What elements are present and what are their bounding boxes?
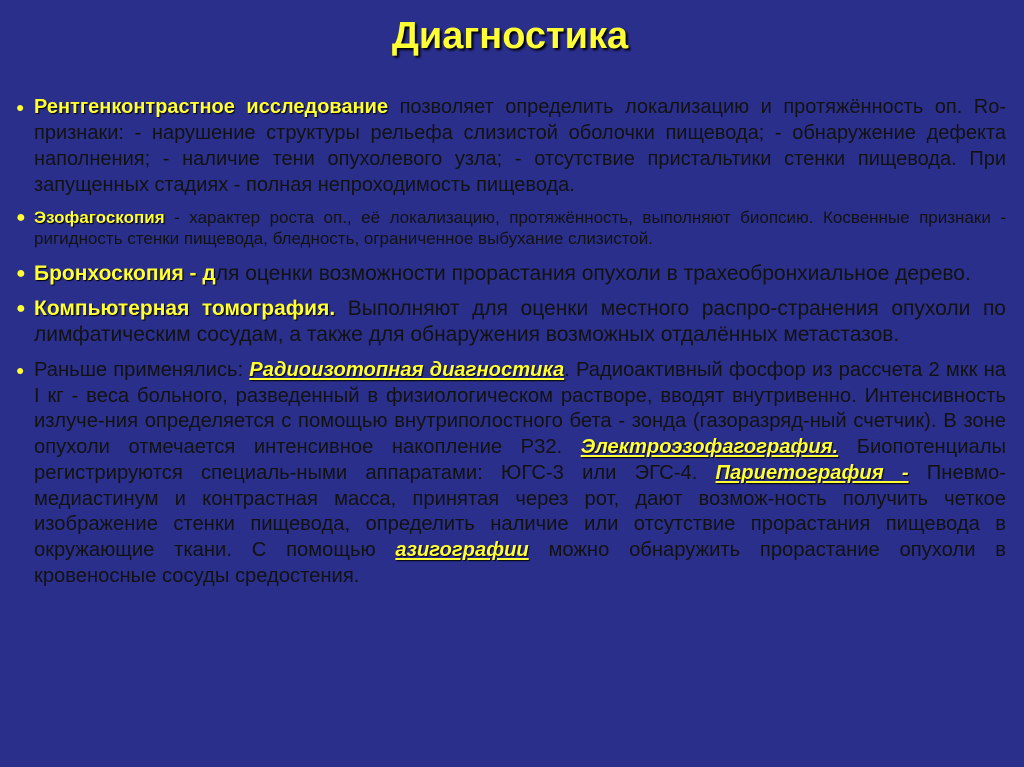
item-text: Биопотенциалы регистрируются специаль-ными аппаратами: ЮГС-3 или ЭГС-4.	[34, 436, 1006, 484]
bullet-item-bronchoscopy	[14, 261, 1006, 287]
item-highlight: Рентгенконтрастное исследование	[34, 96, 389, 118]
item-highlight: Компьютерная томография.	[34, 297, 336, 320]
item-text: Раньше применялись:	[34, 359, 250, 381]
item-text: можно обнаружить прорастание опухоли в кровеносные сосуды средостения.	[34, 538, 1006, 587]
bullet-dot-icon: ●	[16, 362, 25, 378]
item-highlight: Эзофагоскопия	[34, 208, 165, 227]
term-electroesophagography: Электроэзофагография.	[580, 436, 839, 459]
bullet-item-esophagoscopy	[14, 207, 1006, 249]
bullet-dot-icon: ●	[16, 265, 26, 282]
term-parietography: Париетография -	[715, 461, 909, 484]
item-text: . Радиоактивный фосфор из рассчета 2 мкк на I кг - веса больного, разведенный в физиологическом растворе, вводят внутривенно. Интенсивность излуче-ния определяется с помощью внутриполостного бета - зонда (газоразряд-ный счетчик). В зоне опухоли отмечается интенсивное накопление Р32.	[34, 359, 1006, 459]
item-text: ля оценки возможности прорастания опухоли в трахеобронхиальное дерево.	[215, 262, 971, 285]
bullet-item-xray	[14, 94, 1006, 198]
bullet-dot-icon: ●	[16, 209, 26, 226]
item-text: Пневмо-медиастинум и контрастная масса, принятая через рот, дают возмож-ность получить четкое изображение стенки пищевода, определить наличие или отсутствие прорастания пищевода в окружающие ткани. С помощью	[34, 461, 1006, 561]
bullet-item-ct	[14, 296, 1006, 348]
term-radioisotope: Радиоизотопная диагностика	[249, 359, 565, 381]
item-text: Выполняют для оценки местного распро-странения опухоли по лимфатическим сосудам, а также для обнаружения возможных отдалённых метастазов.	[34, 297, 1006, 346]
bullet-dot-icon: ●	[16, 99, 25, 115]
bullet-list	[14, 94, 1006, 589]
item-text: позволяет определить локализацию и протяжённость оп. Ro- признаки: - нарушение структуры рельефа слизистой оболочки пищевода; - обнаружение дефекта наполнения; - наличие тени опухолевого узла; - отсутствие пристальтики стенки пищевода. При запущенных стадиях - полная непроходимость пищевода.	[34, 96, 1006, 196]
bullet-item-older-methods	[14, 358, 1006, 589]
bullet-dot-icon: ●	[16, 300, 26, 317]
slide-title: Диагностика	[391, 15, 629, 57]
term-azygography: азигографии	[395, 538, 529, 561]
item-text: - характер роста оп., её локализацию, протяжённость, выполняют биопсию. Косвенные признаки - ригидность стенки пищевода, бледность, ограниченное выбухание слизистой.	[34, 208, 1006, 248]
item-highlight: Бронхоскопия - д	[34, 262, 216, 285]
